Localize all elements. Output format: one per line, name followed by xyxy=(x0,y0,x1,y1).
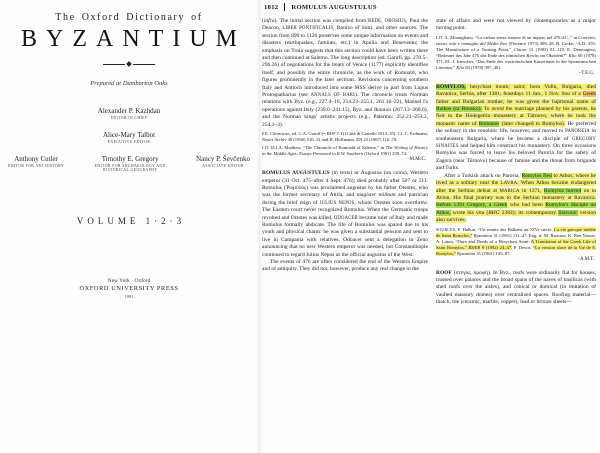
text-run: Bonizo of Sutri, and other sources. The section from 899 to 1126 preserves some unique information on events and disasters (earthquakes, famines, etc.) in Apulia and Benevento; the emphasis on Troia suggests that this section could have been written there and then continued at Salerno. The long description (ed. Garufi, pp. 270.5–296.26) of negotiations for the treaty of Venice (1177) explicitly identifies itself, and possibly the entire chronicle, as the work of Romuald, who figures prominently in the later sections. Revisions concerning southern Italy and Antioch introduced into some MSS derive in part from Lupus Protospatharius (see xyxy=(262,25,429,99)
prepared-note: Prepared at Dumbarton Oaks xyxy=(90,80,168,87)
page-number: 1812 xyxy=(264,3,279,11)
editor-name: Alexander P. Kazhdan xyxy=(97,107,161,115)
paragraph xyxy=(436,173,596,225)
text-run: BEDE, OROSIUS, xyxy=(368,19,408,24)
text-run: BS/EB xyxy=(468,244,481,250)
imprint-cities: New York · Oxford xyxy=(107,278,151,284)
paragraph xyxy=(262,259,428,274)
text-run: version also survives. xyxy=(436,209,596,224)
imprint-block xyxy=(0,278,258,299)
text-run: state of affairs and were not viewed by contemporaries as a major turning point. xyxy=(436,18,596,32)
text-run: To avoid the marriage planned by his parents, he fled to the Hodegetria monastery at Tŭrnovo, where he took the monastic name of xyxy=(436,106,596,127)
text-run: Romylos fled xyxy=(521,172,552,179)
paragraph xyxy=(262,131,428,143)
volume-label: VOLUME 1·2·3 xyxy=(76,216,186,226)
title-page xyxy=(0,0,258,453)
ornament-divider xyxy=(0,62,258,66)
text-run: Chronicon xyxy=(268,131,290,137)
paragraph xyxy=(262,18,428,129)
text-run: Byzantion xyxy=(472,232,493,238)
imprint-publisher: OXFORD UNIVERSITY PRESS xyxy=(79,285,179,292)
text-run: Chiron xyxy=(513,46,527,52)
editor-role: ASSOCIATE EDITOR xyxy=(202,164,244,168)
text-run: ROOF xyxy=(436,269,452,276)
editor-name: Timothy E. Gregory xyxy=(101,155,159,163)
text-run: 60 (1978) 397–401. xyxy=(464,64,502,70)
diamond-icon xyxy=(126,61,132,67)
text-run: MARICA xyxy=(499,188,520,194)
text-run: Neues Archiv xyxy=(262,137,287,143)
text-column-1 xyxy=(262,18,428,307)
text-column-2 xyxy=(436,18,596,307)
text-run: and patrician during the brief reign of xyxy=(262,192,429,206)
editor-role: EDITOR IN CHIEF xyxy=(110,116,148,120)
text-run: ( xyxy=(262,18,264,24)
text-run: –A.M.T. xyxy=(577,256,594,262)
editor-role: EXECUTIVE EDITOR xyxy=(107,140,151,144)
text-run: Romanos xyxy=(478,120,500,127)
editor-art-history xyxy=(8,155,64,172)
text-run: ). The chronicle treats Norman relations with Byz. (e.g., 227.4–16, 254.23–255.1, 261.16–22), Manuel I's operations against Italy (239.6–241.15), Byz. and Ikonion (267.13–268.6), and the Norman kings' artistic projects (e.g., Palermo: 252.21–253.2, 254.1–3). xyxy=(262,92,428,128)
associate-editors-row xyxy=(8,155,250,172)
text-run: (Oxford 1981) 239–74. xyxy=(363,151,408,157)
paragraph xyxy=(436,227,596,257)
text-run: DA xyxy=(356,137,363,143)
editor-role: EDITOR FOR ART HISTORY xyxy=(8,164,65,168)
text-run: LIT. xyxy=(436,34,444,40)
paragraph xyxy=(262,145,428,157)
text-run: 60 (1978) 371–81. J. Irmscher, “Das Ende des weströmischen Kaisertums in der byzantinischen Literatur,” xyxy=(436,52,596,70)
text-run: 2384); its contemporary xyxy=(499,209,559,216)
text-run: The Writing of History in the Middle Ages: Essays Presented to R.W. Southern xyxy=(262,145,428,157)
running-headword: ROMULUS AUGUSTULUS xyxy=(291,3,377,11)
text-run: ROMYLOS, xyxy=(436,83,466,90)
series-title: The Oxford Dictionary of xyxy=(55,12,203,23)
dictionary-page xyxy=(262,0,596,453)
text-run: ). The initial section was compiled from xyxy=(274,18,369,24)
text-run: JULIUS NEPOS, xyxy=(319,200,356,206)
book-title: BYZANTIUM xyxy=(21,26,246,52)
editor-role: EDITOR FOR ARCHAEOLOGY AND HISTORICAL GEOGRAPHY xyxy=(94,164,166,172)
text-run: ODOACER xyxy=(333,215,359,221)
text-run: who had been xyxy=(507,202,546,209)
running-header xyxy=(264,3,377,11)
text-run: D.J.A. Matthew, “The Chronicle of Romuald of Salerno,” in xyxy=(269,145,386,151)
text-run: Klio xyxy=(456,64,465,70)
text-run: magister militum xyxy=(356,192,396,199)
text-columns xyxy=(262,18,596,307)
text-run: (στέγος, ὀροφή). In Byz., roofs were ordinarily flat for houses, trussed over palaces and the broad spans of the naves of basilicas (with shed roofs over the aisles), and conical or domical (in imitation of vaulted masonry domes) over centralized spaces. Roofing material—thatch, tile (ceramic, marble, copper), lead or bronze sheets— xyxy=(436,269,596,306)
text-run: LIT. xyxy=(262,145,270,151)
text-run: 13 (1983) 81–119. E. Demougeot, “Bedeutet das Jahr 476 das Ende des römischen Reichs im Okzident?” xyxy=(436,46,596,58)
text-run: hesychast monk; saint; born Vidin, Bulgaria, died Ravanica, Serbia, after 1381; feastdays 11 Jan., 1 Nov. Son of a xyxy=(436,83,596,98)
text-run: wrote his vita ( xyxy=(450,209,489,216)
text-run: whom Orestes soon overthrew. The Eastern court never recognized Romulus. When the Germanic troops revolted and Orestes was killed, xyxy=(262,199,428,221)
text-run: Raikos (or Rousko). xyxy=(436,106,482,113)
editor-name: Alice-Mary Talbot xyxy=(102,131,156,139)
text-run: became ruler of Italy and made Romulus formally abdicate. The life of Romulus was spared due to his youth and physical charm: he was given a substantial pension and sent to live in Campania with relatives. Odoacer sent a delegation to Zeno announcing that no new Western emperor was needed, but Constantinople continued to regard Julius Nepos as the official augustus of the West. xyxy=(262,214,428,258)
text-run: A Translation of the Greek Life of Saint Romylos,” xyxy=(436,238,596,250)
text-run: When Athos became endangered after the Serbian defeat at xyxy=(436,180,596,194)
text-run: Concetto, storia, miti e immagini del Medio Evo xyxy=(436,34,596,46)
text-run: SOURCES. xyxy=(436,226,457,232)
text-run: (later changed to Romylos). xyxy=(499,120,566,127)
paragraph xyxy=(436,84,596,173)
text-run: 31 (1961) 111–47. Eng. tr. M. Bartusis, K. Ben Nasser, A. Laiou, “Days and Deeds of a Hesychast Saint: xyxy=(436,232,597,244)
paragraph xyxy=(262,157,428,163)
text-run: in southeastern Bulgaria, where he became a disciple of xyxy=(436,128,596,142)
text-run: “La version slave de la Vie de S. Romylos,” xyxy=(436,244,597,256)
text-run: (Florence 1973) 409–28. B. Croke, “A.D. 476: The Manufacture of a Turning Point,” xyxy=(436,40,596,52)
text-run: Romylos's disciple on Athos, xyxy=(436,202,597,216)
text-run: 31 (1961) 149–87. xyxy=(475,250,511,256)
text-run: 9 (1982) 24–47. xyxy=(480,244,513,250)
editor-name: Nancy P. Ševčenko xyxy=(196,155,250,163)
editor-in-chief xyxy=(0,107,258,120)
editor-archaeology xyxy=(87,155,173,172)
text-run: The events of 476 are often considered the end of the Western Empire and of antiquity. They did not, however, produce any real change in the xyxy=(262,258,428,273)
paragraph xyxy=(436,270,596,307)
ornament-line xyxy=(133,64,155,65)
text-run: –M.McC. xyxy=(407,157,426,163)
text-run: He preferred the solitary to the cenobitic life, however, and moved to xyxy=(436,120,596,135)
text-run: Greek xyxy=(582,91,596,98)
text-run: LIBER PONTIFICALIS, xyxy=(282,26,335,32)
text-run: Romylos moved xyxy=(543,187,582,194)
paragraph xyxy=(436,257,596,263)
text-run: Byzantion xyxy=(455,250,476,256)
text-run: to Athos, where he lived as a solitary near the xyxy=(436,172,597,187)
paragraph xyxy=(436,35,596,71)
text-run: –T.E.G. xyxy=(579,70,594,76)
text-run: GREGORY SINAITES xyxy=(436,136,596,150)
imprint-year: 1991 xyxy=(124,294,134,299)
text-run: Slavonic xyxy=(558,209,578,216)
text-run: LAVRA. xyxy=(500,181,519,187)
text-run: Before 1391 Gregory, a Greek xyxy=(436,202,508,209)
paragraph xyxy=(262,170,428,259)
text-run: PAROREIA xyxy=(565,129,590,135)
text-run: La vie grecque inédite de Saint Romylos,” xyxy=(436,226,596,238)
text-run: , ed. C.A. Garufi (= RIS² 7.1) (Città di Castello 1914–35). Cf. C. Erdmann, xyxy=(289,131,428,137)
text-run: ANNALS OF BARI xyxy=(310,93,355,99)
text-run: infra xyxy=(263,18,275,24)
header-divider xyxy=(284,3,285,11)
text-run: (in texts) or Augustus (on coins), Western emperor (31 Oct. 475–after 4 Sept. 476); died probably after 507 or 511. Romulus (Ῥωμύλος) was proclaimed augustus by his father Orestes, who was the former secretary of Attila, and xyxy=(262,170,428,199)
text-run: Paul the Deacon, xyxy=(262,18,428,32)
text-run: father and Bulgarian mother, he was given the baptismal name of xyxy=(436,98,596,105)
ornament-line xyxy=(103,64,125,65)
editor-name: Anthony Cutler xyxy=(14,155,58,163)
text-run: After a Turkish attack on Paroria, xyxy=(444,172,522,179)
text-run: Klio xyxy=(568,52,577,58)
paragraph xyxy=(436,71,596,77)
text-run: ED. xyxy=(262,131,269,137)
editor-associate xyxy=(196,155,250,172)
text-run: A. Momigliano, “La caduta senza rumore di un impero nel 476 d.C.,” in xyxy=(443,34,579,40)
text-run: P. Devos, xyxy=(512,244,534,250)
executive-editor xyxy=(0,131,258,144)
text-run: on to Avlon. His final journey was to the Serbian monastery at Ravanica. xyxy=(436,187,597,201)
text-run: F. Halkin, “Un ermite des Balkans au XIVe siècle. xyxy=(456,226,555,232)
paragraph xyxy=(436,18,596,33)
text-run: 23 (1967) 116–70. xyxy=(362,137,398,143)
text-run: BHG xyxy=(488,209,500,216)
text-run: in 1371, xyxy=(519,187,544,194)
text-run: and helped him construct his monastery. On three occasions Romylos was forced to leave his beloved Paroria for the safety of Zagora (near Tŭrnovo) because of famine and the threat from brigands and Turks. xyxy=(436,143,596,172)
text-run: 48 (1930) 510–12 and H. Hoffmann, xyxy=(286,137,357,143)
text-run: ROMULUS AUGUSTULUS xyxy=(262,170,330,177)
